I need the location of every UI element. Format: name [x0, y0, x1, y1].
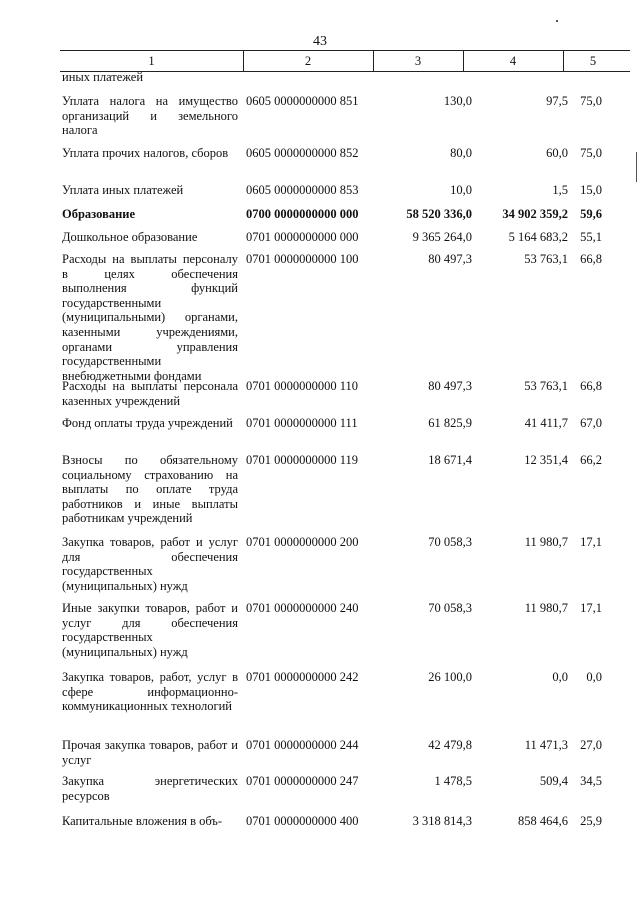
column-header-3: 3	[414, 54, 422, 68]
row-code: 0701 0000000000 119	[246, 453, 359, 467]
row-percent: 55,1	[580, 230, 602, 244]
row-name: иных платежей	[62, 70, 144, 84]
row-actual: 41 411,7	[524, 416, 568, 430]
column-header-1: 1	[148, 54, 155, 68]
row-actual: 5 164 683,2	[508, 230, 568, 244]
row-percent: 17,1	[580, 601, 602, 615]
row-percent: 75,0	[580, 94, 602, 108]
row-actual: 11 471,3	[524, 738, 568, 752]
row-code: 0701 0000000000 000	[246, 230, 359, 244]
row-percent: 15,0	[580, 183, 602, 197]
page-number: 43	[313, 34, 327, 49]
row-actual: 509,4	[539, 774, 568, 788]
row-percent: 66,2	[580, 453, 602, 467]
row-code: 0605 0000000000 853	[246, 183, 359, 197]
row-plan: 80 497,3	[428, 252, 472, 266]
row-plan: 70 058,3	[428, 601, 472, 615]
row-percent: 67,0	[580, 416, 602, 430]
row-plan: 1 478,5	[434, 774, 472, 788]
row-percent: 25,9	[580, 814, 602, 828]
row-plan: 9 365 264,0	[412, 230, 472, 244]
row-name: Уплата иных платежей	[62, 183, 184, 197]
row-actual: 12 351,4	[524, 453, 568, 467]
row-name: Закупка товаров, работ и услуг для обеспечения государственных (муниципальных) нужд	[62, 535, 238, 593]
row-plan: 42 479,8	[428, 738, 472, 752]
row-code: 0605 0000000000 851	[246, 94, 359, 108]
row-code: 0701 0000000000 200	[246, 535, 359, 549]
row-actual: 60,0	[546, 146, 568, 160]
row-name: Дошкольное образование	[62, 230, 198, 244]
row-code: 0605 0000000000 852	[246, 146, 359, 160]
row-actual: 858 464,6	[518, 814, 568, 828]
row-plan: 58 520 336,0	[406, 207, 472, 221]
row-actual: 11 980,7	[524, 601, 568, 615]
row-actual: 53 763,1	[524, 379, 568, 393]
row-name: Уплата налога на имущество организаций и земельного налога	[62, 94, 238, 138]
row-name: Капитальные вложения в объ-	[62, 814, 223, 828]
row-actual: 97,5	[546, 94, 568, 108]
row-percent: 66,8	[580, 379, 602, 393]
row-code: 0700 0000000000 000	[246, 207, 359, 221]
row-plan: 26 100,0	[428, 670, 472, 684]
row-code: 0701 0000000000 247	[246, 774, 359, 788]
row-actual: 11 980,7	[524, 535, 568, 549]
column-header-5: 5	[589, 54, 597, 68]
row-percent: 59,6	[580, 207, 602, 221]
row-code: 0701 0000000000 100	[246, 252, 359, 266]
scan-edge-mark	[636, 152, 637, 182]
row-code: 0701 0000000000 110	[246, 379, 359, 393]
row-actual: 0,0	[552, 670, 568, 684]
row-name: Прочая закупка товаров, работ и услуг	[62, 738, 238, 767]
row-plan: 80,0	[450, 146, 472, 160]
row-code: 0701 0000000000 244	[246, 738, 359, 752]
row-percent: 66,8	[580, 252, 602, 266]
row-percent: 75,0	[580, 146, 602, 160]
scan-speck	[556, 20, 558, 22]
row-code: 0701 0000000000 400	[246, 814, 359, 828]
row-percent: 34,5	[580, 774, 602, 788]
row-plan: 10,0	[450, 183, 472, 197]
row-actual: 1,5	[552, 183, 568, 197]
row-plan: 3 318 814,3	[412, 814, 472, 828]
row-name: Уплата прочих налогов, сборов	[62, 146, 229, 160]
row-plan: 70 058,3	[428, 535, 472, 549]
row-plan: 61 825,9	[428, 416, 472, 430]
row-plan: 80 497,3	[428, 379, 472, 393]
row-code: 0701 0000000000 240	[246, 601, 359, 615]
column-header-2: 2	[304, 54, 312, 68]
row-name: Взносы по обязательному социальному страхованию на выплаты по оплате труда работников и иные выплаты работникам учреждений	[62, 453, 238, 526]
row-name: Закупка товаров, работ, услуг в сфере информационно-коммуникационных технологий	[62, 670, 238, 714]
row-code: 0701 0000000000 111	[246, 416, 358, 430]
column-divider	[243, 50, 244, 72]
column-divider	[563, 50, 564, 72]
row-name: Иные закупки товаров, работ и услуг для обеспечения государственных (муниципальных) нужд	[62, 601, 238, 659]
row-name: Закупка энергетических ресурсов	[62, 774, 238, 803]
row-name: Фонд оплаты труда учреждений	[62, 416, 233, 430]
column-divider	[373, 50, 374, 72]
row-plan: 18 671,4	[428, 453, 472, 467]
row-name: Образование	[62, 207, 136, 221]
row-code: 0701 0000000000 242	[246, 670, 359, 684]
row-actual: 34 902 359,2	[502, 207, 568, 221]
row-plan: 130,0	[443, 94, 472, 108]
row-percent: 27,0	[580, 738, 602, 752]
row-percent: 0,0	[586, 670, 602, 684]
column-header-4: 4	[509, 54, 517, 68]
table-header	[60, 50, 630, 72]
column-divider	[463, 50, 464, 72]
row-actual: 53 763,1	[524, 252, 568, 266]
row-percent: 17,1	[580, 535, 602, 549]
row-name: Расходы на выплаты персонала казенных учреждений	[62, 379, 238, 408]
row-name: Расходы на выплаты персоналу в целях обеспечения выполнения функций государственными (муниципальными) органами, казенными учреждениями, органами управления государственными внебюджетными фондами	[62, 252, 238, 383]
